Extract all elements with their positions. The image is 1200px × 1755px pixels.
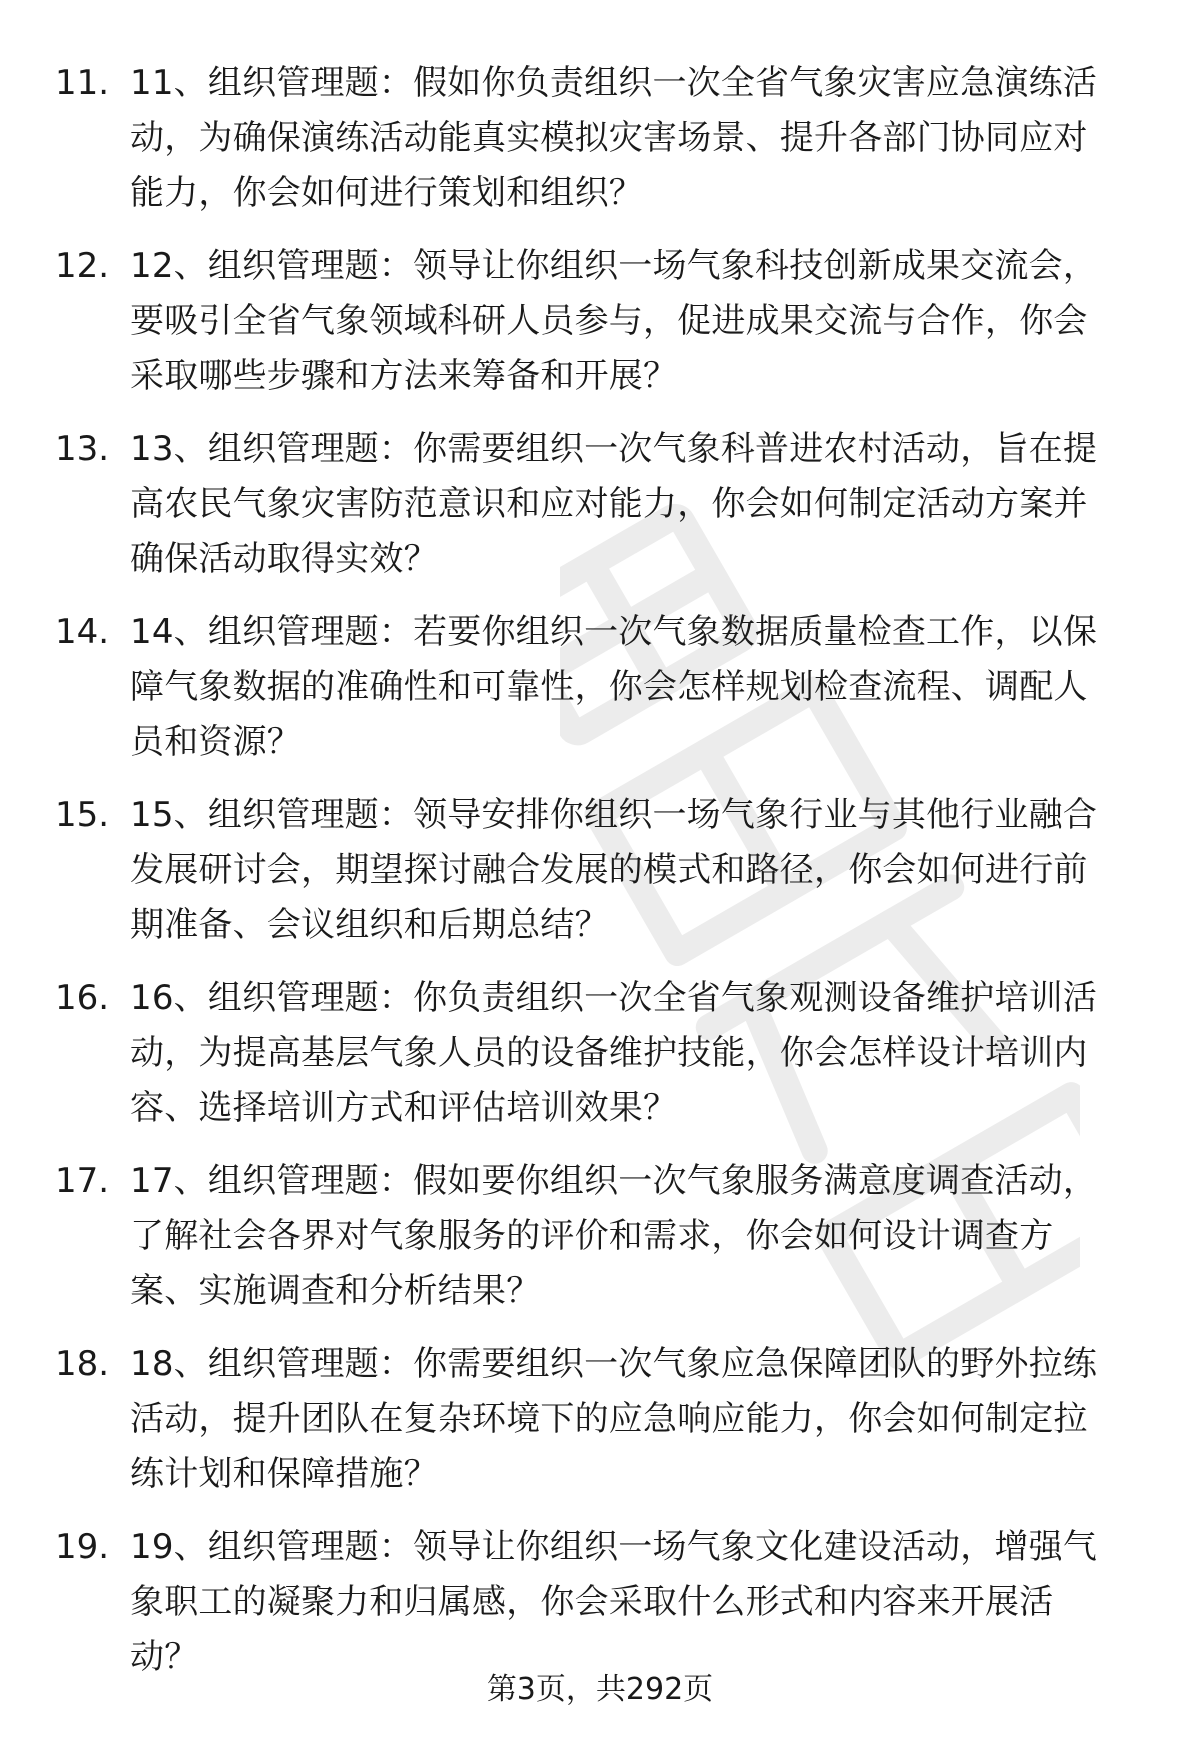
text-line: 活动，提升团队在复杂环境下的应急响应能力，你会如何制定拉 <box>130 1399 1088 1439</box>
question-text <box>130 605 1140 770</box>
text-line: 16、组织管理题：你负责组织一次全省气象观测设备维护培训活 <box>130 978 1098 1018</box>
question-text <box>130 56 1140 221</box>
text-line: 案、实施调查和分析结果？ <box>130 1271 541 1311</box>
text-line: 了解社会各界对气象服务的评价和需求，你会如何设计调查方 <box>130 1216 1054 1256</box>
question-text <box>130 971 1140 1136</box>
list-item <box>55 788 1145 971</box>
text-line: 期准备、会议组织和后期总结？ <box>130 905 609 945</box>
text-line: 12、组织管理题：领导让你组织一场气象科技创新成果交流会， <box>130 246 1098 286</box>
list-item-number: 19. <box>55 1527 110 1567</box>
list-item-number: 17. <box>55 1161 110 1201</box>
text-line: 障气象数据的准确性和可靠性，你会怎样规划检查流程、调配人 <box>130 667 1088 707</box>
text-line: 动，为确保演练活动能真实模拟灾害场景、提升各部门协同应对 <box>130 118 1088 158</box>
text-line: 14、组织管理题：若要你组织一次气象数据质量检查工作，以保 <box>130 612 1098 652</box>
text-line: 动？ <box>130 1637 199 1677</box>
text-line: 容、选择培训方式和评估培训效果？ <box>130 1088 678 1128</box>
list-item-number: 12. <box>55 246 110 286</box>
list-item-number: 18. <box>55 1344 110 1384</box>
question-text <box>130 788 1140 953</box>
list-item <box>55 56 1145 239</box>
text-line: 确保活动取得实效？ <box>130 539 438 579</box>
text-line: 19、组织管理题：领导让你组织一场气象文化建设活动，增强气 <box>130 1527 1098 1567</box>
page-number-footer: 第3页，共292页 <box>486 1672 714 1707</box>
list-item <box>55 422 1145 605</box>
text-line: 象职工的凝聚力和归属感，你会采取什么形式和内容来开展活 <box>130 1582 1054 1622</box>
text-line: 要吸引全省气象领域科研人员参与，促进成果交流与合作，你会 <box>130 301 1088 341</box>
text-line: 员和资源？ <box>130 722 301 762</box>
text-line: 17、组织管理题：假如要你组织一次气象服务满意度调查活动， <box>130 1161 1098 1201</box>
list-item-number: 13. <box>55 429 110 469</box>
list-item <box>55 971 1145 1154</box>
list-item-number: 15. <box>55 795 110 835</box>
text-line: 发展研讨会，期望探讨融合发展的模式和路径，你会如何进行前 <box>130 850 1088 890</box>
question-text <box>130 1337 1140 1502</box>
text-line: 11、组织管理题：假如你负责组织一次全省气象灾害应急演练活 <box>130 63 1098 103</box>
list-item <box>55 1337 1145 1520</box>
list-item-number: 14. <box>55 612 110 652</box>
list-item-number: 11. <box>55 63 110 103</box>
question-list <box>55 56 1145 1703</box>
question-text <box>130 239 1140 404</box>
text-line: 能力，你会如何进行策划和组织？ <box>130 173 643 213</box>
text-line: 采取哪些步骤和方法来筹备和开展？ <box>130 356 678 396</box>
list-item <box>55 1154 1145 1337</box>
text-line: 动，为提高基层气象人员的设备维护技能，你会怎样设计培训内 <box>130 1033 1088 1073</box>
question-text <box>130 1154 1140 1319</box>
text-line: 18、组织管理题：你需要组织一次气象应急保障团队的野外拉练 <box>130 1344 1098 1384</box>
text-line: 15、组织管理题：领导安排你组织一场气象行业与其他行业融合 <box>130 795 1098 835</box>
question-text <box>130 1520 1140 1685</box>
list-item <box>55 605 1145 788</box>
text-line: 13、组织管理题：你需要组织一次气象科普进农村活动，旨在提 <box>130 429 1098 469</box>
text-line: 高农民气象灾害防范意识和应对能力，你会如何制定活动方案并 <box>130 484 1088 524</box>
list-item-number: 16. <box>55 978 110 1018</box>
question-text <box>130 422 1140 587</box>
text-line: 练计划和保障措施？ <box>130 1454 438 1494</box>
list-item <box>55 239 1145 422</box>
